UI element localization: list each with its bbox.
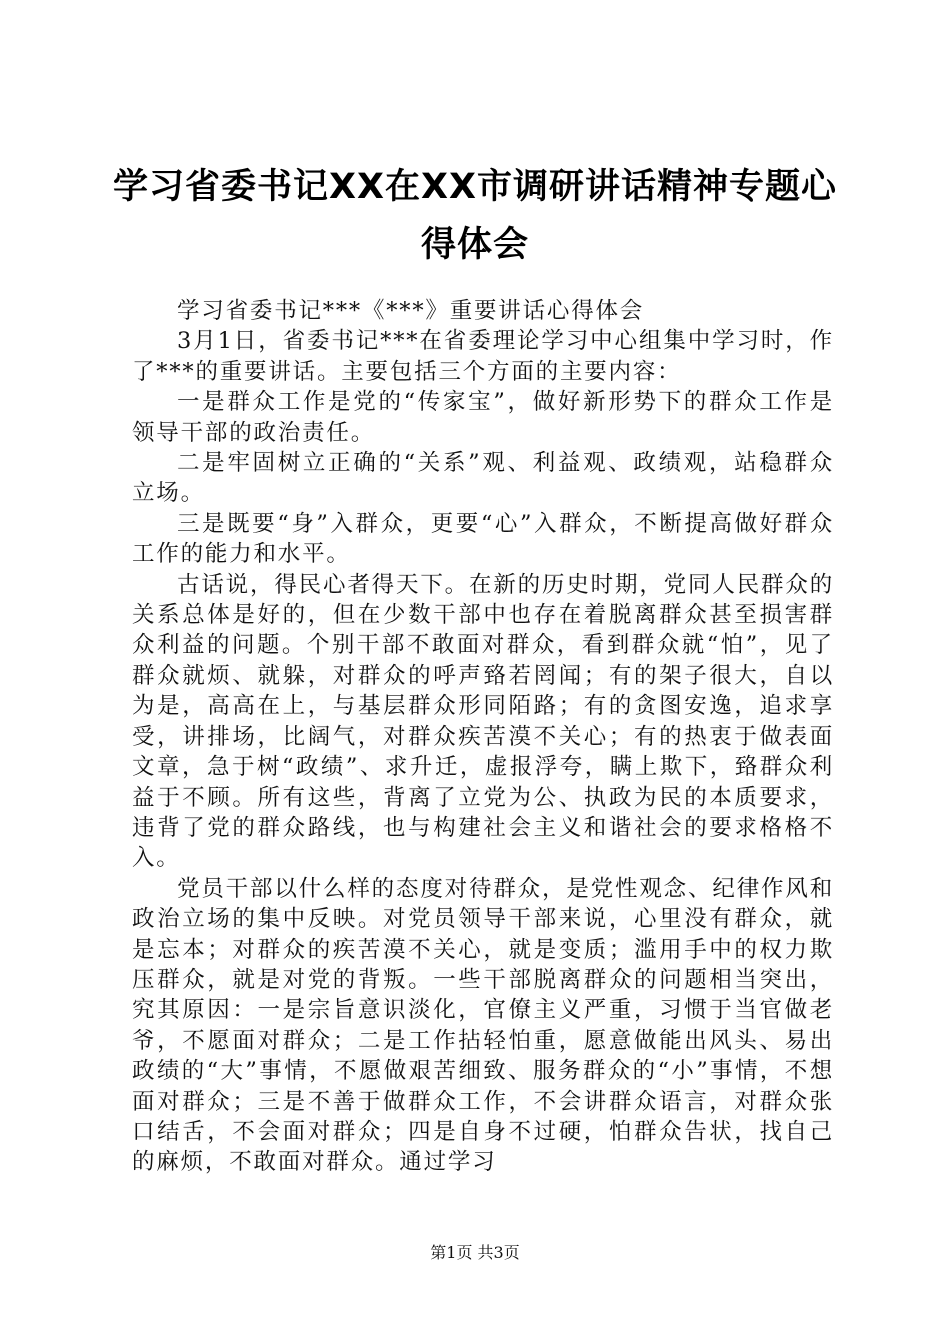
page-number-footer: 第1页 共3页 <box>430 1243 520 1262</box>
paragraph: 3月1日，省委书记***在省委理论学习中心组集中学习时，作了***的重要讲话。主要包括三个方面的主要内容： <box>132 328 834 385</box>
paragraph: 三是既要“身”入群众，更要“心”入群众，不断提高做好群众工作的能力和水平。 <box>132 510 834 568</box>
paragraph: 党员干部以什么样的态度对待群众，是党性观念、纪律作风和政治立场的集中反映。对党员领导干部来说，心里没有群众，就是忘本；对群众的疾苦漠不关心，就是变质；滥用手中的权力欺压群众，就是对党的背叛。一些干部脱离群众的问题相当突出，究其原因：一是宗旨意识淡化，官僚主义严重，习惯于当官做老爷，不愿面对群众；二是工作拈轻怕重，愿意做能出风头、易出政绩的“大”事情，不愿做艰苦细致、服务群众的“小”事情，不想面对群众；三是不善于做群众工作，不会讲群众语言，对群众张口结舌，不会面对群众；四是自身不过硬，怕群众告状，找自己的麻烦，不敢面对群众。通过学习 <box>132 875 834 1176</box>
paragraph: 一是群众工作是党的“传家宝”，做好新形势下的群众工作是领导干部的政治责任。 <box>132 389 834 446</box>
paragraph: 古话说，得民心者得天下。在新的历史时期，党同人民群众的关系总体是好的，但在少数干部中也存在着脱离群众甚至损害群众利益的问题。个别干部不敢面对群众，看到群众就“怕”，见了群众就烦、就躲，对群众的呼声臵若罔闻；有的架子很大，自以为是，高高在上，与基层群众形同陌路；有的贪图安逸，追求享受，讲排场，比阔气，对群众疾苦漠不关心；有的热衷于做表面文章，急于树“政绩”、求升迁，虚报浮夸，瞒上欺下，臵群众利益于不顾。所有这些，背离了立党为公、执政为民的本质要求，违背了党的群众路线，也与构建社会主义和谐社会的要求格格不入。 <box>132 571 834 872</box>
document-body <box>132 296 834 1178</box>
paragraph: 二是牢固树立正确的“关系”观、利益观、政绩观，站稳群众立场。 <box>132 450 834 507</box>
document-subtitle: 学习省委书记***《***》重要讲话心得体会 <box>177 298 645 324</box>
document-title: 学习省委书记XX在XX市调研讲话精神专题心得体会 <box>113 167 837 265</box>
